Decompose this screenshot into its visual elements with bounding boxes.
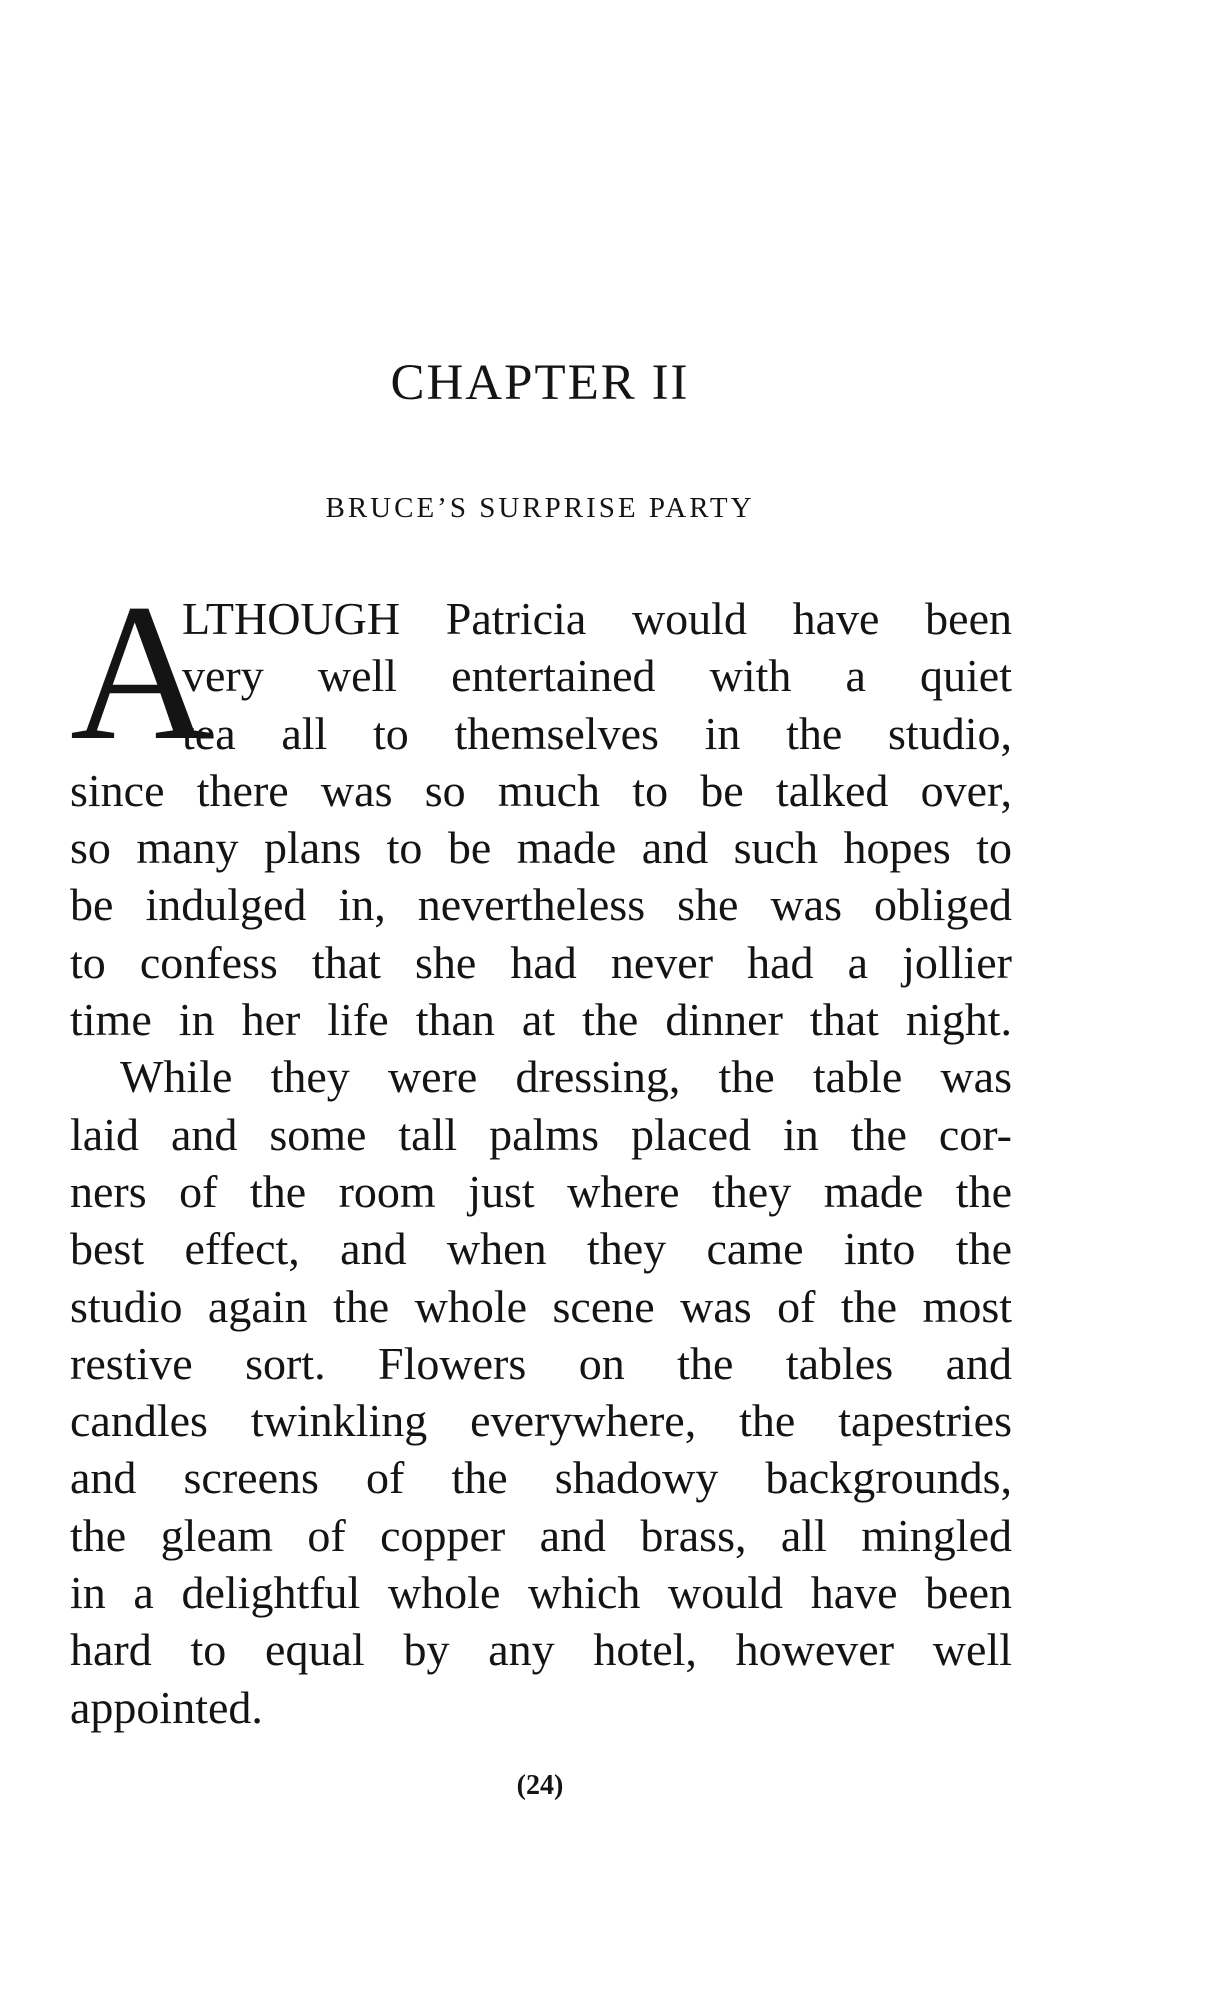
text-line: tea all to themselves in the studio, — [182, 707, 1012, 759]
text-line: so many plans to be made and such hopes to — [70, 822, 1012, 874]
text-line: laid and some tall palms placed in the cor- — [70, 1108, 1012, 1160]
text-line: very well entertained with a quiet — [182, 650, 1012, 702]
text-line: to confess that she had never had a jollier — [70, 936, 1012, 988]
text-line: LTHOUGH Patricia would have been — [182, 593, 1012, 644]
text-line: appointed. — [70, 1681, 263, 1733]
text-line: in a delightful whole which would have been — [70, 1567, 1012, 1619]
text-line: hard to equal by any hotel, however well — [70, 1624, 1012, 1676]
page-number: (24) — [516, 1770, 564, 1801]
text-line: time in her life than at the dinner that night. — [70, 994, 1012, 1046]
drop-cap-letter: A — [70, 564, 212, 781]
text-line: be indulged in, nevertheless she was obliged — [70, 879, 1012, 931]
text-line: studio again the whole scene was of the most — [70, 1280, 1012, 1332]
text-line: the gleam of copper and brass, all mingled — [70, 1509, 1012, 1561]
text-line: since there was so much to be talked over, — [70, 764, 1012, 816]
text-line: candles twinkling everywhere, the tapestries — [70, 1395, 1012, 1447]
chapter-heading: CHAPTER II — [390, 355, 690, 411]
text-line: and screens of the shadowy backgrounds, — [70, 1452, 1012, 1504]
text-line: restive sort. Flowers on the tables and — [70, 1337, 1012, 1389]
body-text — [70, 590, 1012, 1736]
text-line: ners of the room just where they made the — [70, 1165, 1012, 1217]
chapter-subtitle: BRUCE’S SURPRISE PARTY — [325, 492, 755, 524]
text-line: best effect, and when they came into the — [70, 1223, 1012, 1275]
text-line: While they were dressing, the table was — [120, 1051, 1012, 1103]
